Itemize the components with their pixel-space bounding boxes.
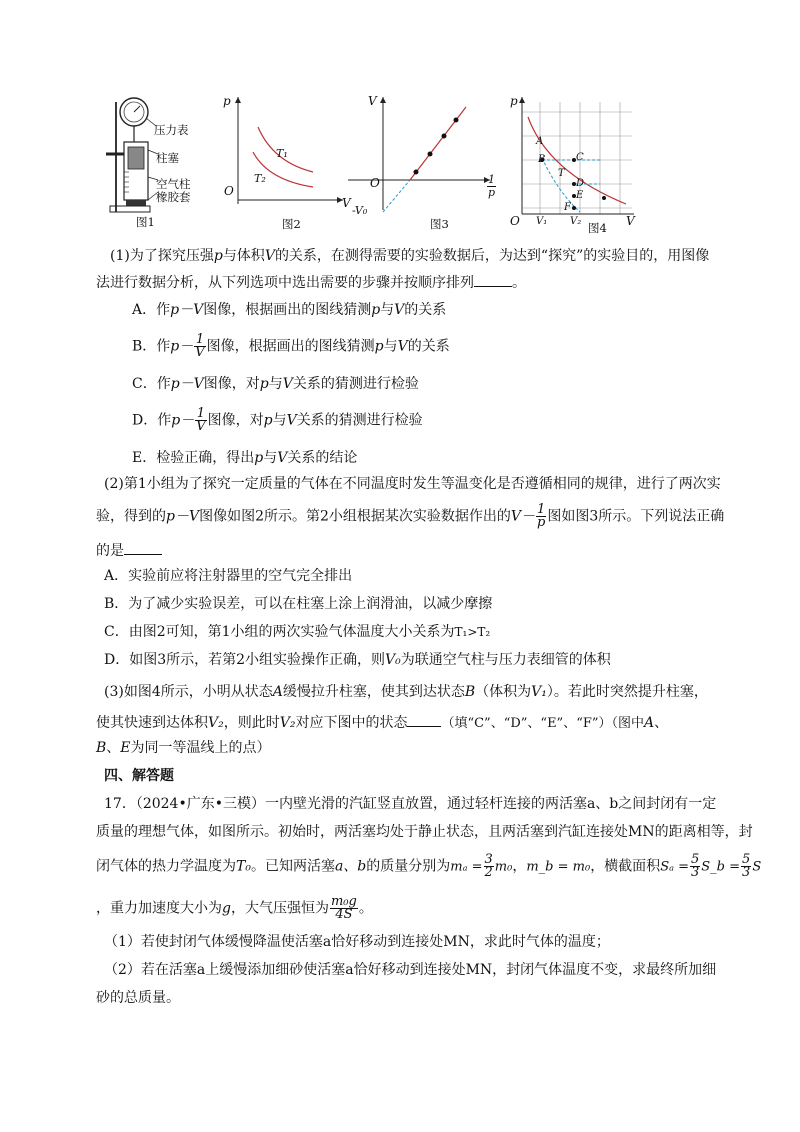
q2-text: 图像如图2所示。第2小组根据某次实验数据作出的 [199, 508, 511, 525]
option-text: 与 [272, 412, 287, 429]
frac-num: 5 [691, 852, 700, 867]
q3-stem-line3 [96, 738, 271, 758]
origin-label: O [224, 184, 234, 198]
axis-y-label: V [368, 94, 377, 108]
q1-text: 与体积 [222, 248, 265, 264]
point-c-label: C [576, 152, 584, 163]
q17-text: 闭气体的热力学温度为 [96, 858, 236, 875]
q1-option-c[interactable] [132, 374, 419, 394]
q2-text: 验，得到的 [96, 508, 166, 525]
frac-num: 3 [484, 852, 493, 867]
q2-text: 图如图3所示。下列说法正确 [547, 508, 725, 525]
fraction-5-over-3 [690, 854, 700, 879]
option-text: E．检验正确，得出 [132, 450, 255, 466]
q2-option-b[interactable]: B．为了减少实验误差，可以在柱塞上涂上润滑油，以减少摩擦 [104, 596, 493, 612]
q3-var: B [96, 740, 107, 756]
q1-answer-blank[interactable] [474, 272, 512, 287]
option-text: 与 [380, 302, 395, 318]
option-expr: p－ [170, 338, 194, 355]
option-text: B．作 [132, 338, 171, 355]
label-air-column: 空气柱 [156, 177, 191, 191]
pv-isotherm-chart [218, 92, 348, 232]
frac-den: p [537, 515, 546, 530]
option-var-v0: V₀ [385, 652, 401, 668]
figure-3 [338, 92, 498, 232]
q17-expr: m₀ [494, 859, 513, 875]
q17-line1: 17．（2024•广东•三模）一内壁光滑的汽缸竖直放置，通过轻杆连接的两活塞a、b之间封闭有一定 [104, 796, 717, 812]
option-expr: p－V [170, 302, 204, 318]
q17-text: 的质量分别为 [366, 858, 451, 875]
q17-sub2-line2: 砂的总质量。 [96, 990, 180, 1006]
option-relation: T₁>T₂ [454, 625, 491, 639]
option-var-v: V [282, 376, 293, 392]
frac-num: 5 [742, 852, 751, 867]
q2-stem-line2 [96, 504, 724, 529]
q2-stem-line1: (2)第1小组为了探究一定质量的气体在不同温度时发生等温变化是否遵循相同的规律，进行了两次实 [104, 476, 721, 492]
q3-var: E [120, 740, 131, 756]
v2-label: V₂ [570, 216, 582, 227]
q3-var: A [272, 684, 283, 700]
option-text: C．作 [132, 376, 171, 392]
option-var-v: V [397, 338, 408, 355]
section-title: 四、解答题 [104, 768, 174, 784]
frac-num: 1 [196, 406, 206, 421]
figure-4 [508, 92, 638, 234]
figure-2-caption: 图2 [282, 217, 301, 231]
frac-den: V [195, 345, 205, 360]
q17-text: 。 [358, 900, 373, 917]
option-var-v: V [286, 412, 297, 429]
option-text: 为联通空气柱与压力表细管的体积 [400, 652, 611, 668]
label-rubber-cap: 橡胶套 [156, 190, 191, 204]
option-text: 与 [383, 338, 398, 355]
q3-text: ）。若此时突然提升柱塞， [546, 684, 708, 700]
option-expr: p－ [171, 412, 195, 429]
q1-text: 。 [512, 275, 526, 291]
frac-den: 3 [691, 865, 700, 880]
curve-t1-label: T₁ [276, 147, 288, 160]
q1-text: (1)为了探究压强 [110, 248, 214, 264]
q17-sub2-line1: （2）若在活塞a上缓慢添加细砂使活塞a恰好移动到连接处MN，封闭气体温度不变，求最终所加细 [104, 962, 717, 978]
point-a-label: A [536, 136, 544, 147]
option-var-v: V [394, 302, 405, 318]
figure-1-caption: 图1 [136, 215, 155, 229]
axis-x-num: 1 [488, 173, 496, 186]
q1-option-d[interactable] [132, 408, 423, 433]
q2-answer-blank[interactable] [124, 540, 162, 555]
q17-expr: S [752, 859, 762, 875]
q1-option-e[interactable] [132, 448, 357, 468]
q17-var: a、b [334, 858, 367, 875]
q3-text: (3)如图4所示，小明从状态 [104, 684, 273, 700]
frac-num: m₀g [330, 894, 357, 909]
figure-3-caption: 图3 [430, 217, 449, 231]
option-text: 的关系 [407, 338, 450, 355]
fraction-3-over-2 [484, 854, 494, 879]
q2-stem-line3 [96, 540, 162, 561]
q3-text: 对应下图中的状态 [295, 715, 408, 731]
q17-text: ，重力加速度大小为 [96, 900, 222, 917]
q1-text: 的关系，在测得需要的实验数据后，为达到“探究”的实验目的，用图像 [274, 248, 710, 264]
frac-den: 4S [335, 907, 353, 922]
option-var-p: p [263, 412, 273, 429]
q3-stem-line1 [104, 682, 708, 702]
axis-x-label: V [342, 196, 351, 210]
q1-stem-line1 [110, 246, 709, 266]
fraction-pressure [330, 896, 358, 921]
curve-t2-label: T₂ [254, 172, 266, 185]
q1-option-a[interactable] [132, 300, 446, 320]
figure-2 [218, 92, 351, 232]
q17-line2: 质量的理想气体，如图所示。初始时，两活塞均处于静止状态，且两活塞到汽缸连接处MN的距离相等，封 [96, 824, 753, 840]
q3-var: V₂ [279, 715, 296, 731]
point-e-label: E [576, 190, 584, 201]
frac-den: 3 [742, 865, 751, 880]
intercept-label: -V₀ [352, 204, 368, 217]
q17-line3: 闭气体的热力学温度为T₀。已知两活塞a、b的质量分别为mₐ = $\frac{3}{2}$ m₀，m_b = m₀，横截面积Sₐ = $\frac{5}{3}$ S_b = $\frac{5}{3}$ S [96, 852, 762, 880]
frac-den: V [196, 419, 206, 434]
option-var-v: V [277, 450, 288, 466]
pv-grid-chart [508, 92, 638, 234]
figure-1 [96, 92, 206, 227]
q1-var-v: V [264, 248, 275, 264]
option-text: 与 [268, 376, 283, 392]
q3-answer-blank[interactable] [407, 712, 441, 727]
label-gauge: 压力表 [154, 123, 189, 137]
option-text: 图像，根据画出的图线猜测 [206, 338, 375, 355]
axis-x-den: p [488, 186, 496, 199]
q1-text: 法进行数据分析，从下列选项中选出需要的步骤并按顺序排列 [96, 275, 474, 291]
fraction-1-over-v [194, 334, 205, 359]
origin-label: O [370, 176, 380, 190]
q3-text: 为同一等温线上的点） [130, 740, 271, 756]
option-text: A．作 [132, 302, 171, 318]
origin-label: O [510, 214, 520, 228]
q3-var: V₂ [208, 715, 224, 731]
option-var-p: p [259, 376, 269, 392]
option-text: 图像，根据画出的图线猜测 [203, 302, 372, 318]
q17-expr: S_b = [701, 859, 741, 875]
q2-option-d[interactable] [104, 650, 611, 670]
q3-text: 缓慢拉升柱塞，使其到达状态 [282, 684, 465, 700]
option-text: 关系的猜测进行检验 [296, 412, 423, 429]
q3-var: B [464, 684, 476, 700]
q17-expr: m_b = m₀ [526, 859, 591, 875]
q3-text: ，则此时 [223, 715, 280, 731]
q3-text: 、 [654, 715, 669, 731]
q2-expr: p－V [166, 508, 200, 525]
fraction-1-over-p [536, 504, 546, 529]
q2-option-c[interactable] [104, 622, 490, 642]
axis-y-label: p [223, 94, 231, 108]
q3-text: 使其快速到达体积 [96, 715, 208, 731]
figure-4-caption: 图4 [588, 221, 607, 235]
option-expr: p－V [170, 376, 204, 392]
q17-text: 。已知两活塞 [250, 858, 335, 875]
point-b-label: B [538, 154, 546, 165]
q3-text: （体积为 [475, 684, 532, 700]
point-d-label: D [576, 178, 585, 189]
fraction-1-over-v [195, 408, 206, 433]
q17-line4 [96, 896, 373, 921]
option-var-p: p [374, 338, 384, 355]
q17-var: g [222, 900, 231, 917]
q17-text: ，大气压强恒为 [230, 900, 329, 917]
q3-text: （填“C”、“D”、“E”、“F”）（图中 [441, 716, 645, 731]
q3-var: A [644, 715, 655, 731]
point-f-label: F [564, 202, 571, 213]
q3-text: 、 [106, 740, 121, 756]
q2-expr: V－ [510, 508, 536, 525]
axis-x-label [487, 174, 496, 199]
option-text: 关系的结论 [287, 450, 358, 466]
q3-stem-line2 [96, 712, 668, 734]
option-text: 图像，对 [207, 412, 264, 429]
option-text: 关系的猜测进行检验 [292, 376, 419, 392]
frac-den: 2 [484, 865, 493, 880]
option-var-p: p [254, 450, 264, 466]
option-text: D．如图3所示，若第2小组实验操作正确，则 [104, 652, 386, 668]
option-text: D．作 [132, 412, 172, 429]
option-text: 与 [263, 450, 278, 466]
q1-option-b[interactable] [132, 334, 450, 359]
q1-var-p: p [213, 248, 223, 264]
option-var-p: p [371, 302, 381, 318]
fraction-5-over-3 [741, 854, 751, 879]
q17-var: T₀ [236, 858, 251, 875]
apparatus-diagram [96, 92, 206, 227]
label-plunger: 柱塞 [156, 151, 179, 165]
q17-expr: Sₐ = [660, 859, 689, 875]
q3-var: V₁ [531, 684, 547, 700]
q17-sub1: （1）若使封闭气体缓慢降温使活塞a恰好移动到连接处MN，求此时气体的温度； [104, 934, 610, 950]
q17-expr: mₐ = [450, 859, 483, 875]
q2-text: 的是 [96, 543, 124, 559]
frac-num: 1 [537, 502, 546, 517]
frac-num: 1 [195, 332, 205, 347]
option-text: C．由图2可知，第1小组的两次实验气体温度大小关系为 [104, 624, 455, 640]
point-t-label: T [558, 168, 565, 179]
q1-stem-line2 [96, 272, 526, 293]
axis-y-label: p [510, 94, 518, 108]
q17-text: ，横截面积 [590, 858, 661, 875]
axis-x-label: V [626, 214, 635, 228]
q2-option-a[interactable]: A．实验前应将注射器里的空气完全排出 [104, 568, 353, 584]
option-text: 的关系 [404, 302, 447, 318]
option-text: 图像，对 [203, 376, 260, 392]
v1-label: V₁ [536, 216, 548, 227]
